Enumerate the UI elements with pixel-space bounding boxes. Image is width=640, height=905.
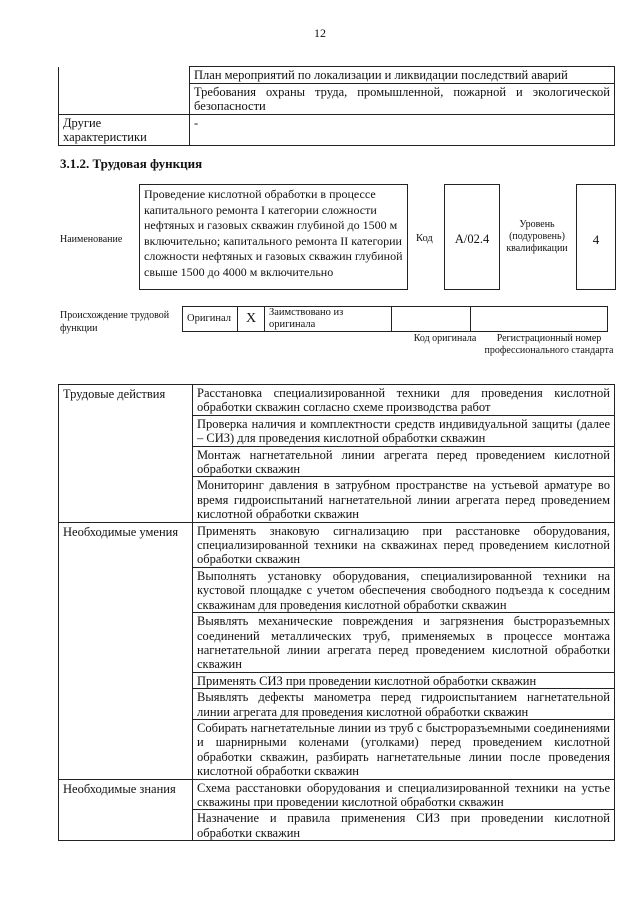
section-heading: 3.1.2. Трудовая функция [60, 156, 203, 171]
other-characteristics-value: - [190, 115, 615, 146]
characteristic-row: План мероприятий по локализации и ликвидации последствий аварий [190, 67, 615, 84]
code-original-label: Код оригинала [413, 333, 477, 344]
reg-number-label: Регистрационный номер профессионального стандарта [484, 333, 614, 356]
required-knowledge-label: Необходимые знания [59, 779, 193, 841]
labor-actions-label: Трудовые действия [59, 385, 193, 523]
original-label: Оригинал [183, 307, 238, 332]
labor-action-item: Мониторинг давления в затрубном пространстве на устьевой арматуре во время гидроиспытаний нагнетательной линии агрегата перед проведением кислотной обработки скважин [193, 477, 615, 522]
code-label: Код [416, 233, 433, 244]
skill-item: Собирать нагнетательные линии из труб с быстроразъемными соединениями и шарнирными коленами (уголками) перед проведением кислотной обработки скважин, разбирать нагнетательные линии после проведения кислотной обработки скважин [193, 719, 615, 779]
original-code-cell [392, 307, 471, 332]
other-characteristics-label: Другие характеристики [59, 115, 190, 146]
name-label: Наименование [60, 234, 123, 245]
labor-action-item: Проверка наличия и комплектности средств индивидуальной защиты (далее – СИЗ) для проведения кислотной обработки скважин [193, 415, 615, 446]
qualification-level: 4 [576, 184, 616, 290]
skill-item: Выявлять дефекты манометра перед гидроиспытанием нагнетательной линии агрегата для проведения кислотной обработки скважин [193, 689, 615, 720]
function-details-table [58, 384, 615, 841]
page-number: 12 [314, 26, 326, 40]
labor-action-item: Расстановка специализированной техники для проведения кислотной обработки скважин согласно схеме производства работ [193, 385, 615, 416]
reg-number-cell [471, 307, 608, 332]
original-mark: X [238, 307, 265, 332]
origin-label: Происхождение трудовой функции [60, 310, 170, 334]
skill-item: Выполнять установку оборудования, специализированной техники на кустовой площадке с учетом обеспечения свободного подъезда к соседним скважинам для проведения кислотной обработки скважин [193, 567, 615, 612]
skill-item: Применять знаковую сигнализацию при расстановке оборудования, специализированной техники на скважинах перед проведением кислотной обработки скважин [193, 522, 615, 567]
skill-item: Выявлять механические повреждения и загрязнения быстроразъемных соединений металлических труб, применяемых в процессе монтажа нагнетательной линии агрегата перед проведением кислотной обработки скважин [193, 613, 615, 673]
empty-label-cell [59, 84, 190, 115]
origin-table [182, 306, 608, 332]
function-name: Проведение кислотной обработки в процессе капитального ремонта I категории сложности нефтяных и газовых скважин глубиной до 1500 м включительно; капитального ремонта II категории сложности нефтяных и газовых скважин глубиной свыше 1500 до 4000 м включительно [139, 184, 408, 290]
characteristic-row: Требования охраны труда, промышленной, пожарной и экологической безопасности [190, 84, 615, 115]
required-skills-label: Необходимые умения [59, 522, 193, 779]
qualification-level-label: Уровень (подуровень) квалификации [506, 219, 568, 254]
labor-action-item: Монтаж нагнетательной линии агрегата перед проведением кислотной обработки скважин [193, 446, 615, 477]
knowledge-item: Назначение и правила применения СИЗ при проведении кислотной обработки скважин [193, 810, 615, 841]
function-code: A/02.4 [444, 184, 500, 290]
characteristics-table [58, 66, 615, 146]
skill-item: Применять СИЗ при проведении кислотной обработки скважин [193, 672, 615, 688]
empty-label-cell [59, 67, 190, 84]
knowledge-item: Схема расстановки оборудования и специализированной техники на устье скважины при проведении кислотной обработки скважин [193, 779, 615, 810]
borrowed-label: Заимствовано из оригинала [265, 307, 392, 332]
